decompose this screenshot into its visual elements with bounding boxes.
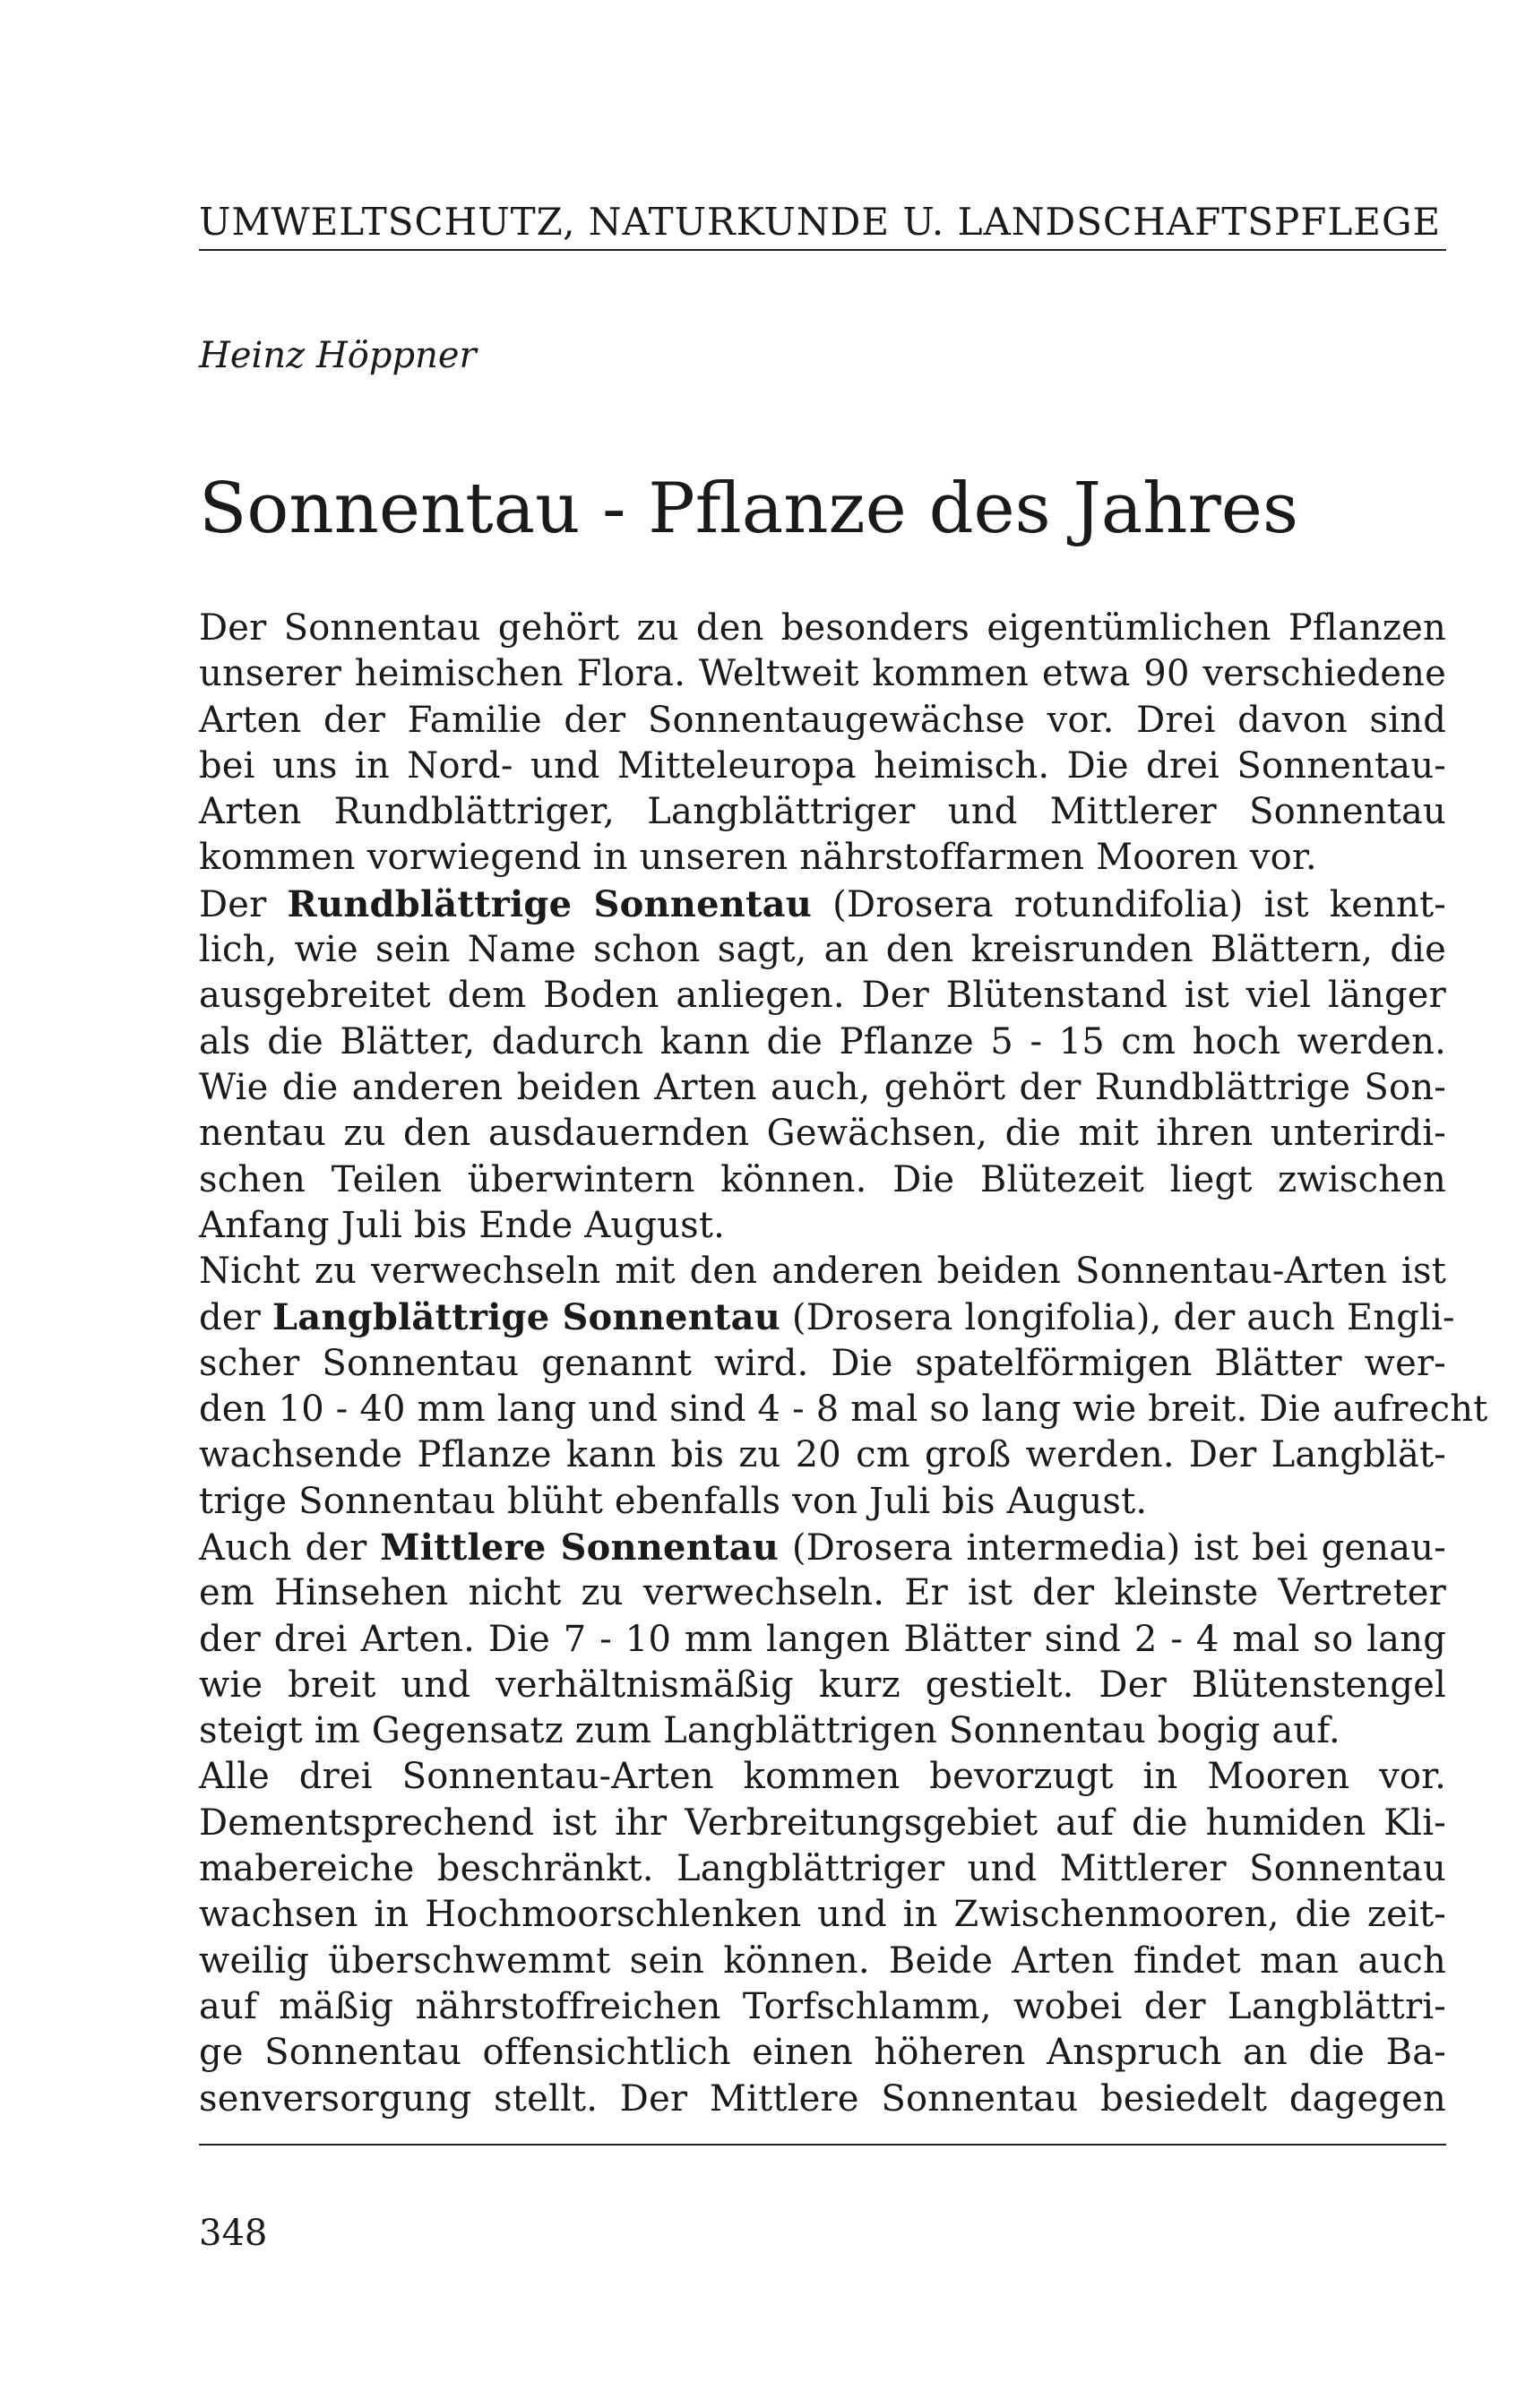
body-line: den 10 - 40 mm lang und sind 4 - 8 mal so lang wie breit. Die aufrecht — [199, 1389, 1488, 1431]
body-line: als die Blätter, dadurch kann die Pflanze 5 - 15 cm hoch werden. — [199, 1020, 1446, 1062]
body-line: em Hinsehen nicht zu verwechseln. Er ist der kleinste Vertreter — [199, 1572, 1446, 1614]
body-line: kommen vorwiegend in unseren nährstoffarmen Mooren vor. — [199, 837, 1317, 879]
body-line: auf mäßig nährstoffreichen Torfschlamm, wobei der Langblättri- — [199, 1985, 1446, 2027]
body-line: Alle drei Sonnentau-Arten kommen bevorzugt in Mooren vor. — [199, 1756, 1446, 1798]
body-line: lich, wie sein Name schon sagt, an den kreisrunden Blättern, die — [199, 929, 1446, 971]
body-line: Anfang Juli bis Ende August. — [199, 1204, 726, 1246]
species-name: Mittlere Sonnentau — [380, 1526, 780, 1569]
body-line: der drei Arten. Die 7 - 10 mm langen Blätter sind 2 - 4 mal so lang — [199, 1618, 1446, 1660]
body-line: Der Sonnentau gehört zu den besonders eigentümlichen Pflanzen — [199, 607, 1446, 649]
body-line: Dementsprechend ist ihr Verbreitungsgebiet auf die humiden Kli- — [199, 1802, 1446, 1844]
body-line-text: der — [199, 1297, 272, 1339]
section-header: UMWELTSCHUTZ, NATURKUNDE U. LANDSCHAFTSPFLEGE — [199, 200, 1442, 244]
body-line: Arten Rundblättriger, Langblättriger und Mittlerer Sonnentau — [199, 791, 1446, 833]
body-line: senversorgung stellt. Der Mittlere Sonnentau besiedelt dagegen — [199, 2077, 1446, 2120]
page-number: 348 — [199, 2213, 268, 2254]
body-line: schen Teilen überwintern können. Die Blütezeit liegt zwischen — [199, 1158, 1446, 1200]
body-line: trige Sonnentau blüht ebenfalls von Juli bis August. — [199, 1480, 1148, 1522]
header-rule — [199, 249, 1446, 251]
body-line: Nicht zu verwechseln mit den anderen beiden Sonnentau-Arten ist — [199, 1251, 1446, 1293]
body-line-text: Auch der — [199, 1526, 381, 1569]
body-line: wie breit und verhältnismäßig kurz gestielt. Der Blütenstengel — [199, 1664, 1446, 1706]
body-line-text: (Drosera longifolia), der auch Engli- — [780, 1297, 1455, 1339]
body-line-text: (Drosera rotundifolia) ist kennt- — [812, 883, 1446, 925]
body-line: ge Sonnentau offensichtlich einen höheren Anspruch an die Ba- — [199, 2032, 1446, 2074]
body-line: wachsende Pflanze kann bis zu 20 cm groß werden. Der Langblät- — [199, 1434, 1446, 1476]
body-line: scher Sonnentau genannt wird. Die spatelförmigen Blätter wer- — [199, 1342, 1446, 1384]
body-line: bei uns in Nord- und Mitteleuropa heimisch. Die drei Sonnentau- — [199, 744, 1446, 787]
body-line-text: (Drosera intermedia) ist bei genau- — [779, 1526, 1446, 1569]
body-line-text: Der — [199, 883, 288, 925]
body-line: unserer heimischen Flora. Weltweit kommen etwa 90 verschiedene — [199, 653, 1446, 695]
body-line: Wie die anderen beiden Arten auch, gehört der Rundblättrige Son- — [199, 1066, 1446, 1108]
article-body — [199, 606, 1488, 2122]
body-line: weilig überschwemmt sein können. Beide Arten findet man auch — [199, 1939, 1446, 1982]
body-line: steigt im Gegensatz zum Langblättrigen Sonnentau bogig auf. — [199, 1710, 1340, 1752]
species-name: Rundblättrige Sonnentau — [287, 882, 813, 925]
body-line — [199, 1525, 1446, 1570]
body-line — [199, 1294, 1455, 1340]
body-line: wachsen in Hochmoorschlenken und in Zwischenmooren, die zeit- — [199, 1894, 1446, 1936]
body-line: nentau zu den ausdauernden Gewächsen, die mit ihren unterirdi- — [199, 1113, 1446, 1155]
species-name: Langblättrige Sonnentau — [271, 1296, 781, 1339]
article-author: Heinz Höppner — [199, 335, 477, 376]
body-line: ausgebreitet dem Boden anliegen. Der Blütenstand ist viel länger — [199, 975, 1446, 1017]
body-line: mabereiche beschränkt. Langblättriger und Mittlerer Sonnentau — [199, 1848, 1446, 1890]
body-line: Arten der Familie der Sonnentaugewächse vor. Drei davon sind — [199, 699, 1446, 741]
body-line — [199, 882, 1446, 927]
footer-rule — [199, 2144, 1446, 2146]
article-title: Sonnentau - Pflanze des Jahres — [199, 469, 1298, 549]
